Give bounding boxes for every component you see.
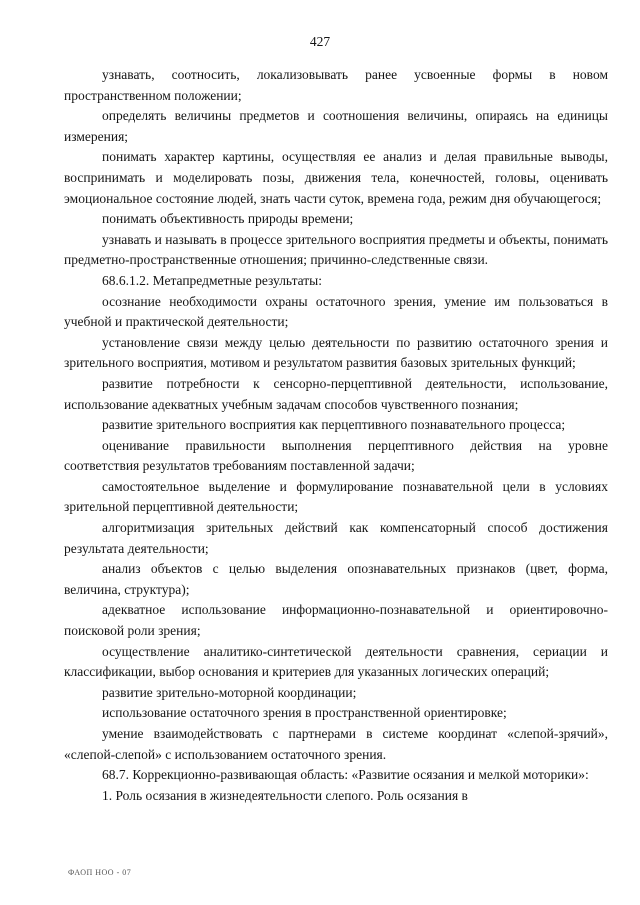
paragraph-visual-forms: узнавать, соотносить, локализовывать ранее усвоенные формы в новом пространственном положении; [64, 67, 608, 103]
paragraph-picture-analysis: понимать характер картины, осуществляя ее анализ и делая правильные выводы, воспринимать и моделировать позы, движения тела, конечностей, головы, оценивать эмоциональное состояние людей, знать части суток, времена года, режим дня обучающегося; [64, 149, 608, 206]
paragraph-recognize-objects: узнавать и называть в процессе зрительного восприятия предметы и объекты, понимать предметно-пространственные отношения; причинно-следственные связи. [64, 231, 608, 268]
paragraph-touch-role: 1. Роль осязания в жизнедеятельности слепого. Роль осязания в [102, 787, 468, 803]
section-heading-metasubject: 68.6.1.2. Метапредметные результаты: [102, 272, 322, 288]
paragraph-object-analysis: анализ объектов с целью выделения опознавательных признаков (цвет, форма, величина, структура); [64, 561, 608, 597]
paragraph-informational-role: адекватное использование информационно-познавательной и ориентировочно-поисковой роли зрения; [64, 602, 608, 639]
paragraph-goal-connection: установление связи между целью деятельности по развитию остаточного зрения и зрительного восприятия, мотивом и результатом развития базовых зрительных функций; [64, 334, 608, 371]
body-text [64, 65, 608, 806]
paragraph-evaluation: оценивание правильности выполнения перцептивного действия на уровне соответствия результатов требованиям поставленной задачи; [64, 437, 608, 474]
page-number: 427 [309, 34, 331, 49]
section-heading-correction: 68.7. Коррекционно-развивающая область: «Развитие осязания и мелкой моторики»: [102, 767, 589, 783]
footer-document-code: ФАОП НОО - 07 [68, 868, 132, 877]
paragraph-measure-size: определять величины предметов и соотношения величины, опираясь на единицы измерения; [64, 108, 608, 144]
paragraph-sensory-need: развитие потребности к сенсорно-перцептивной деятельности, использование, использование адекватных учебным задачам способов чувственного познания; [64, 375, 608, 412]
paragraph-time: понимать объективность природы времени; [102, 211, 354, 227]
paragraph-coordination: развитие зрительно-моторной координации; [102, 684, 357, 700]
paragraph-residual-vision: осознание необходимости охраны остаточного зрения, умение им пользоваться в учебной и практической деятельности; [64, 293, 608, 330]
paragraph-algorithmization: алгоритмизация зрительных действий как компенсаторный способ достижения результата деятельности; [64, 520, 608, 556]
paragraph-analytic-synthetic: осуществление аналитико-синтетической деятельности сравнения, сериации и классификации, выбор основания и критериев для указанных логических операций; [64, 643, 608, 680]
paragraph-partners: умение взаимодействовать с партнерами в системе координат «слепой-зрячий», «слепой-слепой» с использованием остаточного зрения. [64, 726, 608, 762]
paragraph-orientation: использование остаточного зрения в пространственной ориентировке; [102, 705, 507, 721]
paragraph-goal-formulation: самостоятельное выделение и формулирование познавательной цели в условиях зрительной перцептивной деятельности; [64, 478, 608, 515]
paragraph-visual-perception: развитие зрительного восприятия как перцептивного познавательного процесса; [102, 417, 566, 433]
